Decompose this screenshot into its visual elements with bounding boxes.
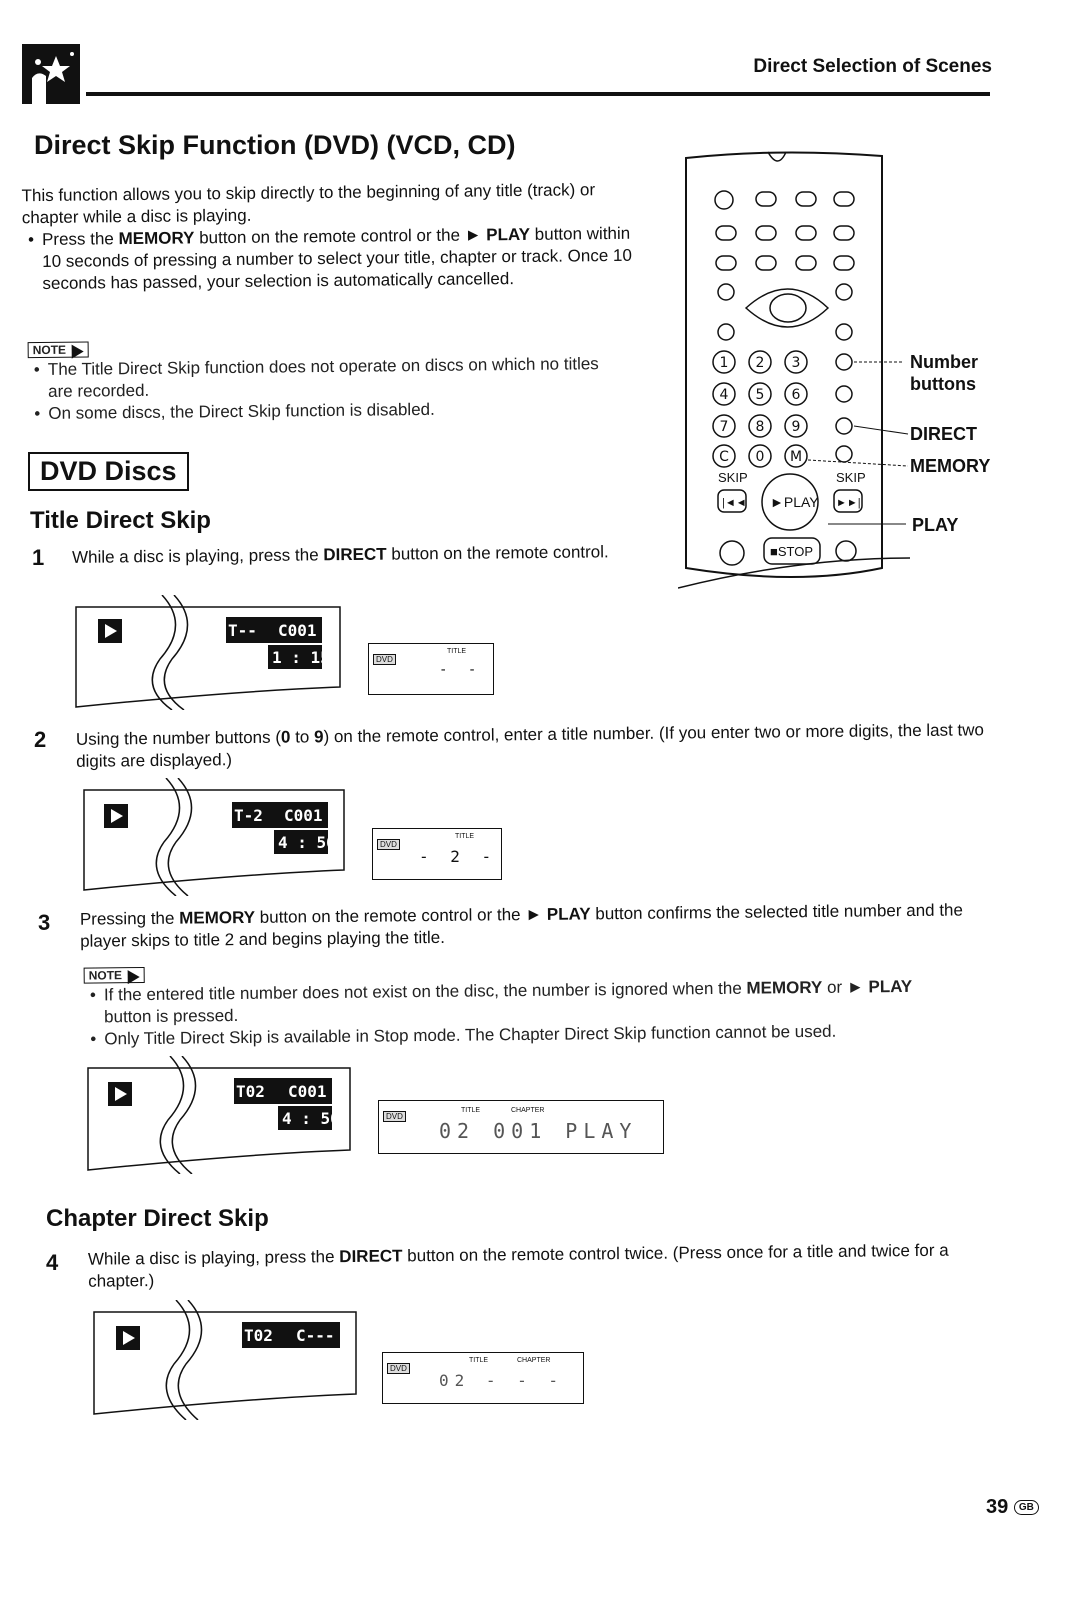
title-indicator: TITLE (447, 648, 467, 655)
remote-label-memory: MEMORY (910, 456, 991, 476)
title-indicator: TITLE (461, 1107, 481, 1114)
dvd-indicator: DVD (383, 1111, 406, 1122)
display-readout: - - (439, 662, 483, 678)
step-number: 1 (32, 545, 45, 570)
osd-time-readout: 4 : 50 (278, 833, 336, 852)
osd-screen-1 (74, 595, 354, 710)
note-item: • Only Title Direct Skip is available in Stop mode. The Chapter Direct Skip function cannot be used. (84, 1019, 964, 1050)
key-9: 9 (791, 419, 801, 435)
note-block-1 (28, 335, 629, 425)
page-number: 39 GB (986, 1496, 1039, 1519)
skip-back-icon: |◄◄ (722, 497, 747, 509)
note-block-2 (84, 957, 965, 1050)
osd-title-readout: T02 (244, 1326, 273, 1345)
osd-chapter-readout: C001 (284, 806, 323, 825)
intro-bullet: • Press the MEMORY button on the remote control or the ► PLAY button within 10 seconds of pressing a number to select your title, chapter or track. Once 10 seconds has passed, your selection is automatically cancelled. (22, 223, 633, 295)
key-4: 4 (719, 387, 729, 403)
remote-control-illustration (678, 148, 918, 598)
chapter-logo-icon (22, 44, 80, 104)
dvd-indicator: DVD (377, 839, 400, 850)
step-3-text: Pressing the MEMORY button on the remote control or the ► PLAY button confirms the selected title number and the player skips to title 2 and begins playing the title. (79, 900, 964, 951)
chapter-direct-skip-heading: Chapter Direct Skip (46, 1205, 269, 1232)
front-display-3 (378, 1100, 664, 1154)
osd-chapter-readout: C001 (278, 621, 317, 640)
display-readout: 02 - - - (439, 1371, 565, 1390)
chapter-indicator: CHAPTER (511, 1107, 545, 1114)
remote-label-number: Number (910, 352, 979, 372)
osd-title-readout: T-- (228, 621, 257, 640)
note-badge: NOTE (28, 342, 90, 359)
page-heading: Direct Skip Function (DVD) (VCD, CD) (34, 130, 516, 160)
note-item: • If the entered title number does not exist on the disc, the number is ignored when the MEMORY or ► PLAY button is pressed. (84, 975, 964, 1028)
step-1-text: While a disc is playing, press the DIRECT button on the remote control. (71, 542, 609, 567)
display-readout: - 2 - (419, 847, 498, 866)
front-display-1 (368, 643, 494, 695)
note-item: • On some discs, the Direct Skip function is disabled. (28, 397, 628, 425)
front-display-4 (382, 1352, 584, 1404)
step-number: 2 (34, 727, 47, 752)
key-1: 1 (719, 355, 729, 371)
note-badge: NOTE (84, 967, 146, 984)
osd-screen-4 (92, 1300, 372, 1420)
key-7: 7 (719, 419, 729, 435)
note-item: • The Title Direct Skip function does not operate on discs on which no titles are recorded. (28, 353, 628, 403)
display-readout: 02 001 PLAY (439, 1119, 638, 1143)
play-key: ►PLAY (770, 494, 819, 510)
remote-label-direct: DIRECT (910, 424, 977, 444)
key-0: 0 (755, 449, 765, 465)
dvd-indicator: DVD (373, 654, 396, 665)
step-number: 3 (38, 910, 51, 935)
step-2-text: Using the number buttons (0 to 9) on the remote control, enter a title number. (If you enter two or more digits, the last two digits are displayed.) (75, 720, 985, 771)
osd-chapter-readout: C001 (288, 1082, 327, 1101)
key-m: M (789, 449, 803, 465)
key-5: 5 (755, 387, 765, 403)
title-direct-skip-heading: Title Direct Skip (30, 507, 211, 534)
osd-chapter-readout: C--- (296, 1326, 335, 1345)
front-display-2 (372, 828, 502, 880)
section-box-dvd-discs: DVD Discs (28, 452, 189, 491)
key-3: 3 (791, 355, 801, 371)
stop-key: ■STOP (770, 544, 814, 559)
title-indicator: TITLE (455, 833, 475, 840)
remote-label-buttons: buttons (910, 374, 976, 394)
key-6: 6 (791, 387, 801, 403)
key-8: 8 (755, 419, 765, 435)
skip-left-label: SKIP (718, 470, 748, 485)
skip-forward-icon: ►►| (836, 497, 861, 509)
key-c: C (719, 449, 729, 465)
step-number: 4 (46, 1250, 59, 1275)
remote-label-play: PLAY (912, 515, 959, 535)
chapter-indicator: CHAPTER (517, 1357, 551, 1364)
osd-screen-2 (82, 778, 362, 896)
osd-time-readout: 1 : 15 (272, 648, 330, 667)
header-rule (86, 92, 990, 96)
dvd-indicator: DVD (387, 1363, 410, 1374)
osd-title-readout: T02 (236, 1082, 265, 1101)
title-indicator: TITLE (469, 1357, 489, 1364)
osd-screen-3 (86, 1056, 366, 1174)
section-title: Direct Selection of Scenes (753, 56, 992, 77)
intro-paragraph: This function allows you to skip directly to the beginning of any title (track) or chapter while a disc is playing. (21, 180, 596, 228)
skip-right-label: SKIP (836, 470, 866, 485)
osd-title-readout: T-2 (234, 806, 263, 825)
osd-time-readout: 4 : 50 (282, 1109, 340, 1128)
intro-text (21, 179, 632, 295)
key-2: 2 (755, 355, 765, 371)
region-badge: GB (1014, 1500, 1039, 1515)
step-4-text: While a disc is playing, press the DIRECT button on the remote control twice. (Press once for a title and twice for a chapter.) (87, 1240, 949, 1291)
